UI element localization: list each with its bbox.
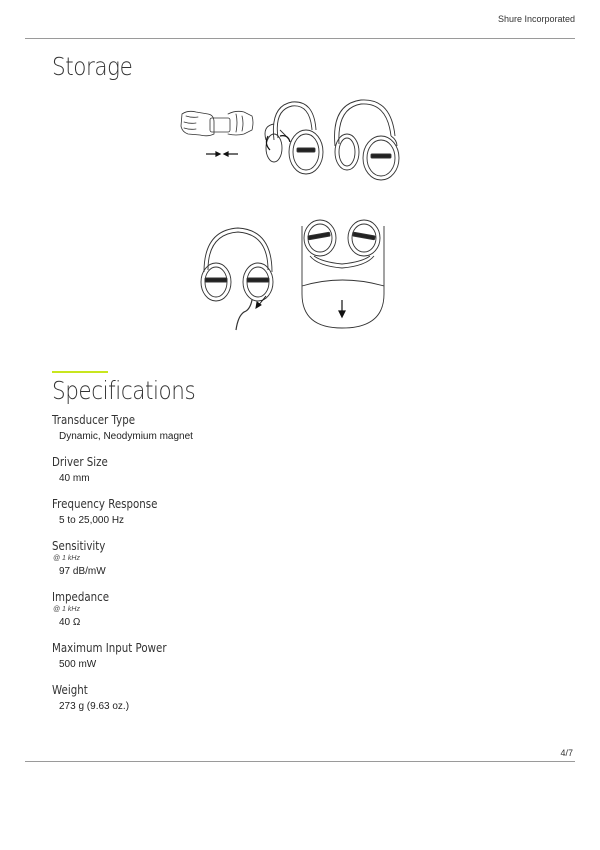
section-accent-bar	[52, 371, 108, 373]
specifications-heading: Specifications	[52, 376, 196, 405]
spec-value: Dynamic, Neodymium magnet	[59, 431, 193, 442]
spec-transducer-type	[52, 412, 532, 444]
spec-label: Maximum Input Power	[52, 640, 167, 655]
headphones-side-illustration	[327, 96, 407, 186]
spec-value: 97 dB/mW	[59, 566, 106, 577]
spec-frequency-response	[52, 496, 532, 528]
headphones-cable-illustration	[196, 224, 280, 332]
page-number: 4/7	[560, 748, 573, 758]
spec-label: Sensitivity	[52, 538, 106, 553]
storage-heading: Storage	[52, 52, 133, 81]
spec-value: 273 g (9.63 oz.)	[59, 701, 130, 712]
spec-label: Transducer Type	[52, 412, 136, 427]
spec-max-input-power	[52, 640, 532, 672]
storage-case-illustration	[298, 212, 388, 332]
header-divider	[25, 38, 575, 39]
footer-divider	[25, 761, 575, 762]
spec-impedance	[52, 589, 532, 630]
headband-adjust-illustration	[178, 104, 258, 164]
specifications-list	[52, 412, 532, 724]
spec-value: 500 mW	[59, 659, 97, 670]
spec-value: 5 to 25,000 Hz	[59, 515, 125, 526]
spec-value: 40 Ω	[59, 617, 81, 628]
spec-note: @ 1 kHz	[53, 606, 80, 613]
spec-label: Weight	[52, 682, 88, 697]
spec-sensitivity	[52, 538, 532, 579]
company-name: Shure Incorporated	[497, 14, 575, 24]
spec-note: @ 1 kHz	[53, 555, 80, 562]
spec-label: Driver Size	[52, 454, 108, 469]
spec-label: Frequency Response	[52, 496, 158, 511]
earcup-rotate-illustration	[260, 96, 326, 178]
spec-weight	[52, 682, 532, 714]
spec-label: Impedance	[52, 589, 110, 604]
spec-driver-size	[52, 454, 532, 486]
spec-value: 40 mm	[59, 473, 90, 484]
